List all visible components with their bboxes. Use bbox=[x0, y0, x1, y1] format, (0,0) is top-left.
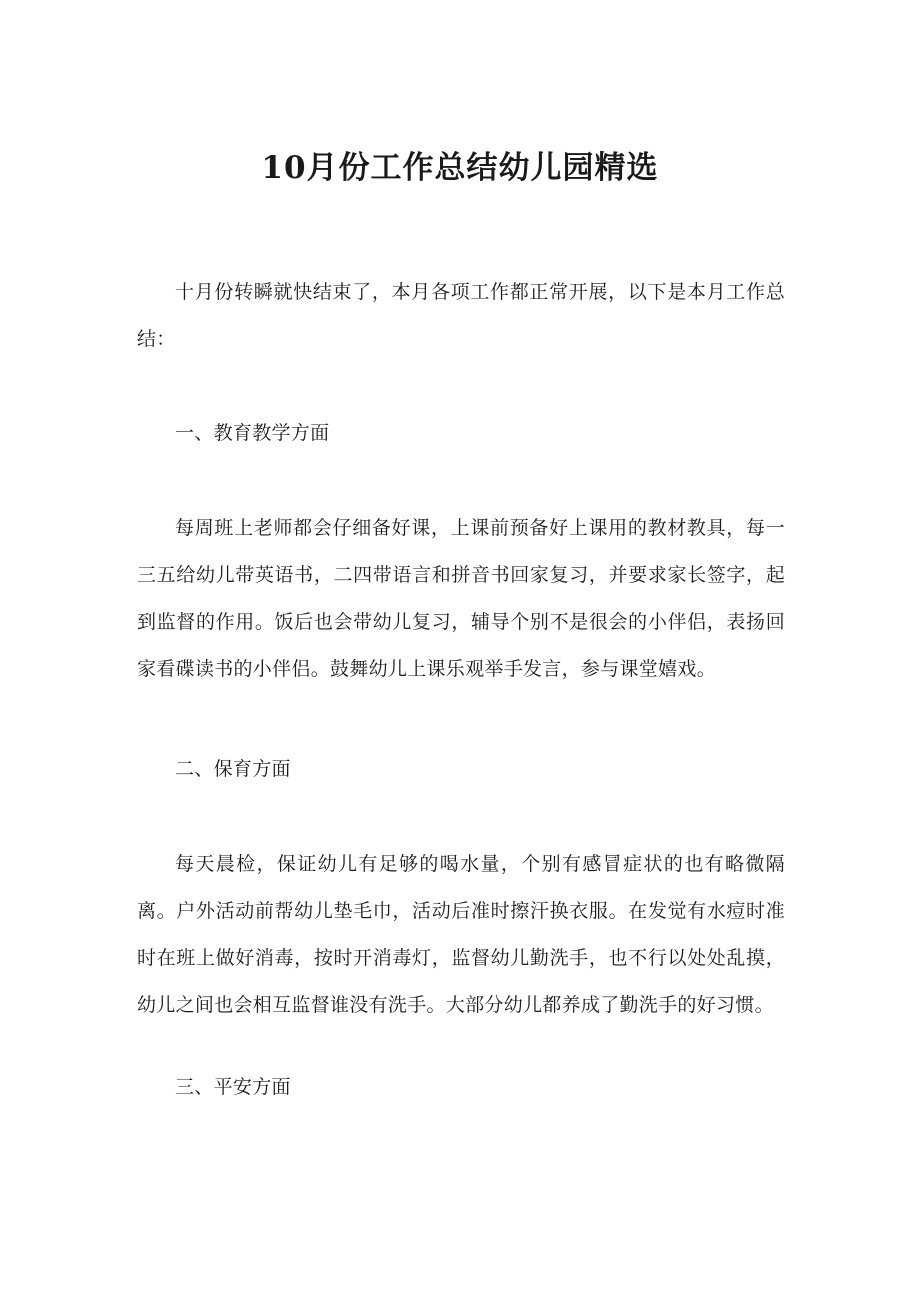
section-heading-care: 二、保育方面 bbox=[175, 758, 291, 780]
document-title: 10月份工作总结幼儿园精选 bbox=[261, 150, 659, 186]
section-body-education: 每周班上老师都会仔细备好课，上课前预备好上课用的教材教具，每一三五给幼儿带英语书，二四带语言和拼音书回家复习，并要求家长签字，起到监督的作用。饭后也会带幼儿复习，辅导个别不是很会的小伴侣，表扬回家看碟读书的小伴侣。鼓舞幼儿上课乐观举手发言，参与课堂嬉戏。 bbox=[137, 517, 785, 680]
intro-paragraph: 十月份转瞬就快结束了，本月各项工作都正常开展，以下是本月工作总结： bbox=[137, 281, 785, 350]
section-body-care: 每天晨检，保证幼儿有足够的喝水量，个别有感冒症状的也有略微隔离。户外活动前帮幼儿垫毛巾，活动后准时擦汗换衣服。在发觉有水痘时准时在班上做好消毒，按时开消毒灯，监督幼儿勤洗手，也不行以处处乱摸，幼儿之间也会相互监督谁没有洗手。大部分幼儿都养成了勤洗手的好习惯。 bbox=[137, 853, 785, 1016]
section-heading-safety: 三、平安方面 bbox=[175, 1076, 291, 1098]
section-heading-education: 一、教育教学方面 bbox=[175, 422, 330, 444]
